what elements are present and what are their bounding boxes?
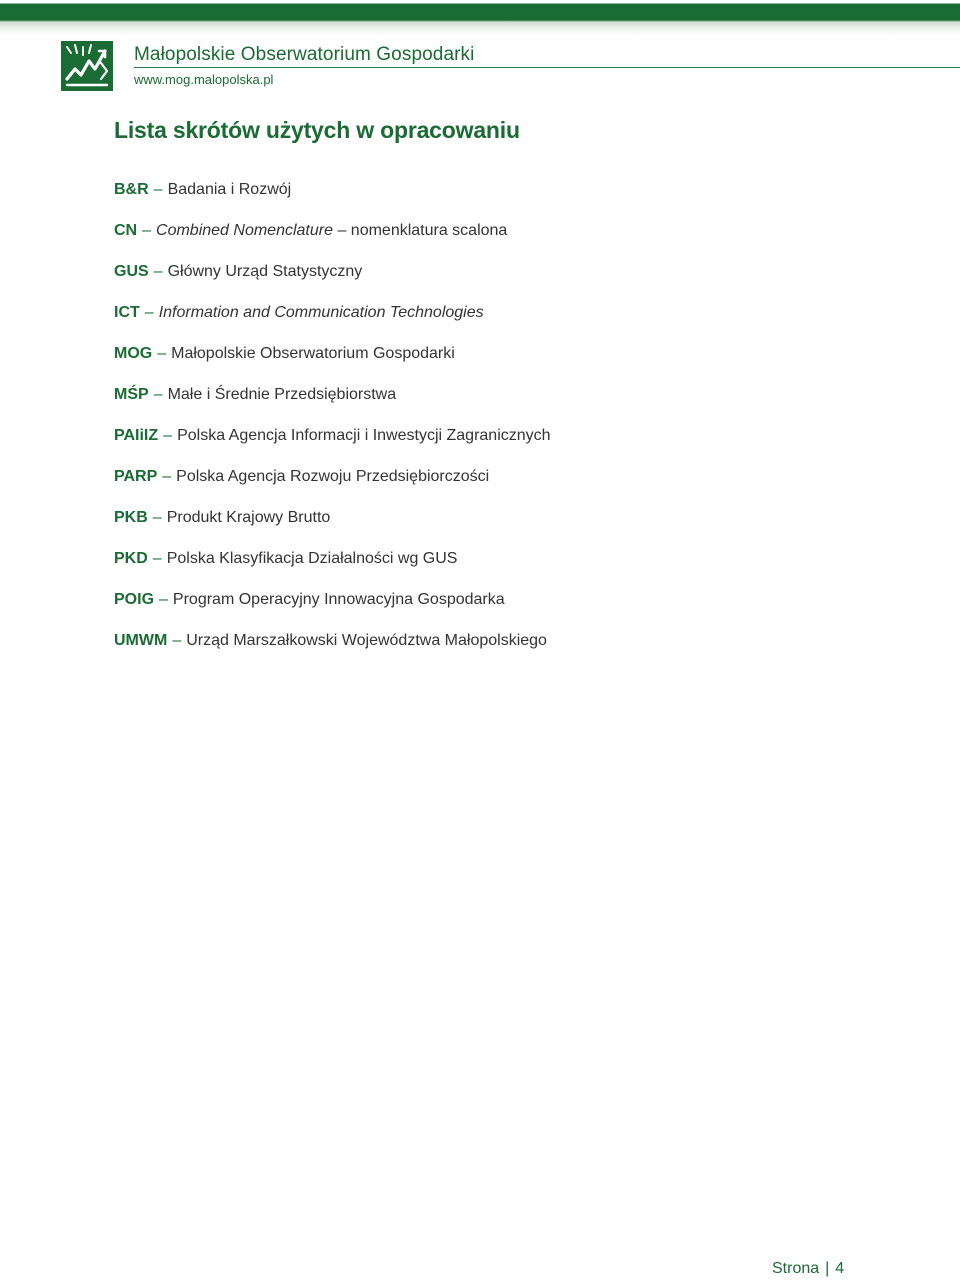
- abbreviation-code: B&R: [114, 181, 149, 198]
- abbreviation-description-italic: Information and Communication Technologies: [158, 304, 484, 321]
- abbreviation-description: Polska Klasyfikacja Działalności wg GUS: [166, 550, 458, 567]
- abbreviation-description: Małopolskie Obserwatorium Gospodarki: [171, 345, 455, 362]
- list-item: [114, 467, 551, 508]
- page-separator: |: [825, 1260, 830, 1277]
- list-item: [114, 631, 551, 672]
- list-item: [114, 344, 551, 385]
- abbreviation-description-rest: – nomenklatura scalona: [333, 222, 508, 239]
- list-item: [114, 508, 551, 549]
- abbreviation-code: POIG: [114, 591, 155, 608]
- abbreviation-description: Program Operacyjny Innowacyjna Gospodarka: [172, 591, 505, 608]
- abbreviation-code: ICT: [114, 304, 140, 321]
- abbreviation-code: PKD: [114, 550, 148, 567]
- list-item: [114, 385, 551, 426]
- abbreviation-code: PKB: [114, 509, 148, 526]
- abbreviation-description: Małe i Średnie Przedsiębiorstwa: [167, 386, 397, 403]
- list-item: [114, 426, 551, 467]
- abbreviation-code: CN: [114, 222, 138, 239]
- dash-separator: –: [172, 632, 182, 649]
- list-item: [114, 180, 551, 221]
- abbreviation-description: Urząd Marszałkowski Województwa Małopolskiego: [186, 632, 547, 649]
- abbreviation-description: Badania i Rozwój: [167, 181, 292, 198]
- dash-separator: –: [163, 427, 173, 444]
- dash-separator: –: [153, 181, 163, 198]
- abbreviation-description: Polska Agencja Rozwoju Przedsiębiorczości: [176, 468, 490, 485]
- abbreviation-description: Produkt Krajowy Brutto: [166, 509, 331, 526]
- abbreviation-code: UMWM: [114, 632, 168, 649]
- list-item: [114, 549, 551, 590]
- dash-separator: –: [153, 263, 163, 280]
- abbreviation-code: PARP: [114, 468, 158, 485]
- page-title: Lista skrótów użytych w opracowaniu: [114, 117, 520, 143]
- dash-separator: –: [152, 509, 162, 526]
- dash-separator: –: [157, 345, 167, 362]
- dash-separator: –: [153, 386, 163, 403]
- chart-rising-logo-icon: [61, 41, 113, 91]
- dash-separator: –: [142, 222, 152, 239]
- organization-name: Małopolskie Obserwatorium Gospodarki: [134, 44, 475, 65]
- page-footer: [772, 1260, 844, 1278]
- abbreviation-description: Polska Agencja Informacji i Inwestycji Zagranicznych: [177, 427, 551, 444]
- page-label: Strona: [772, 1260, 820, 1277]
- abbreviation-code: GUS: [114, 263, 149, 280]
- abbreviation-code: MŚP: [114, 386, 149, 403]
- page-number: 4: [835, 1260, 845, 1277]
- dash-separator: –: [159, 591, 168, 608]
- organization-url[interactable]: www.mog.malopolska.pl: [134, 72, 274, 87]
- abbreviation-code: MOG: [114, 345, 153, 362]
- abbreviation-list: [114, 180, 551, 672]
- abbreviation-description-italic: Combined Nomenclature: [156, 222, 333, 239]
- list-item: [114, 221, 551, 262]
- top-color-band: [0, 0, 960, 36]
- list-item: [114, 303, 551, 344]
- list-item: [114, 262, 551, 303]
- abbreviation-code: PAIiIZ: [114, 427, 159, 444]
- dash-separator: –: [152, 550, 162, 567]
- abbreviation-description: Główny Urząd Statystyczny: [167, 263, 363, 280]
- list-item: [114, 590, 551, 631]
- dash-separator: –: [162, 468, 172, 485]
- header-divider: [134, 67, 960, 68]
- dash-separator: –: [144, 304, 154, 321]
